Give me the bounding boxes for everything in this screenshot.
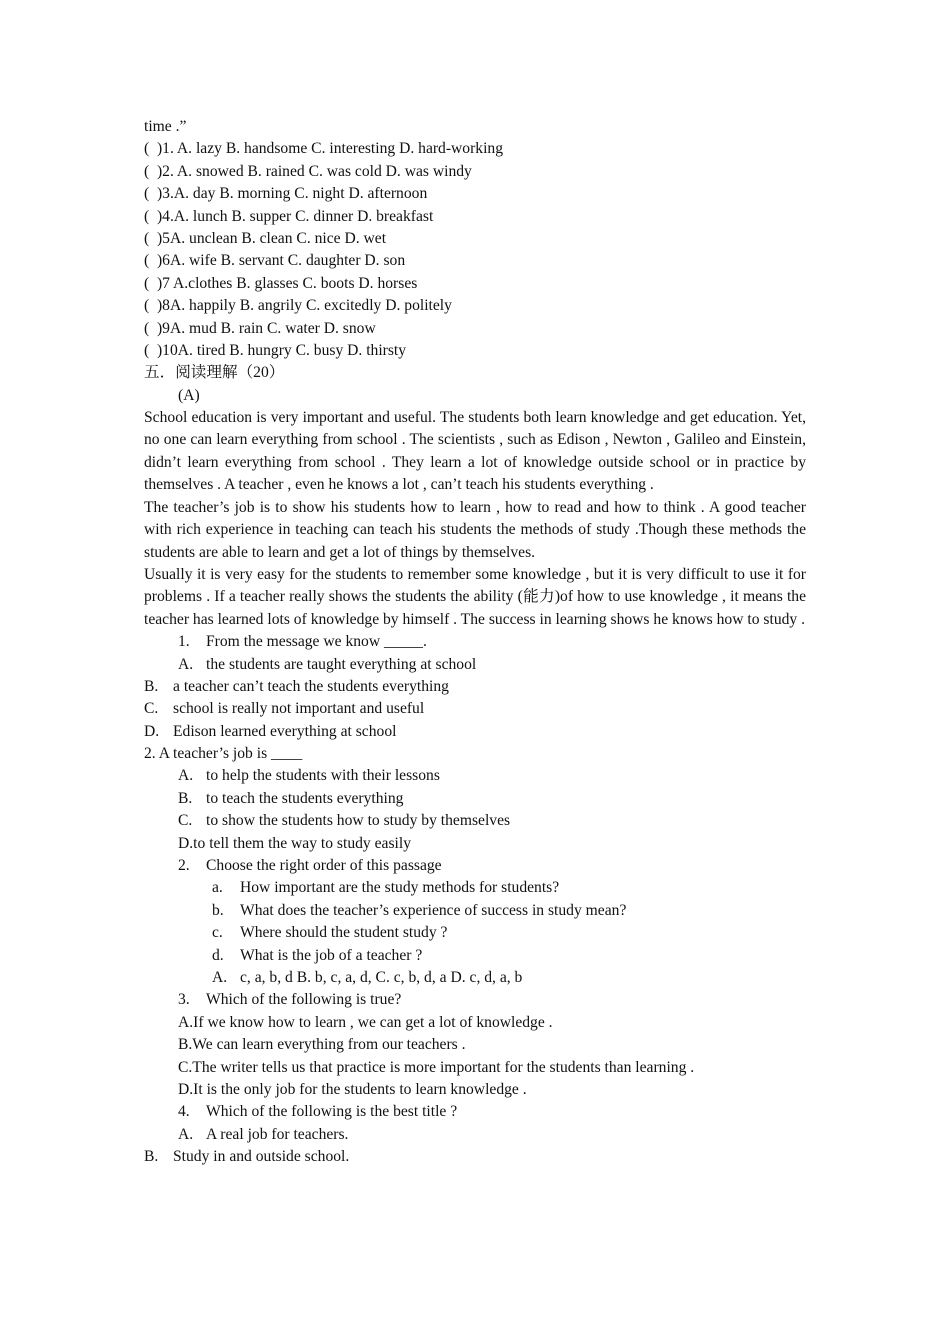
q3-item: c. Where should the student study ? [212,924,448,942]
passage-paragraph: Usually it is very easy for the students to remember some knowledge , but it is very difficult to use it for problems . If a teacher really shows the students the ability (能力)of how to use knowledge , it means the teacher has learned lots of knowledge by himself . The success in learning shows he knows how to study . [144,565,806,628]
q5-option-a: A. A real job for teachers. [178,1125,349,1143]
cloze-option: ( )1. A. lazy B. handsome C. interesting D. hard-working [144,140,504,158]
cloze-option: ( )6A. wife B. servant C. daughter D. son [144,252,406,270]
cloze-option: ( )7 A.clothes B. glasses C. boots D. horses [144,274,418,292]
cloze-tail: time .” [144,118,187,135]
q3-answer-options: A. c, a, b, d B. b, c, a, d, C. c, b, d, a D. c, d, a, b [212,969,523,986]
section-heading: 五．阅读理解（20） [144,364,285,382]
q1-option-a: A. the students are taught everything at school [178,655,477,673]
q4-option: A.If we know how to learn , we can get a lot of knowledge . [178,1013,553,1031]
q4-option: D.It is the only job for the students to learn knowledge . [178,1080,527,1098]
cloze-option: ( )4.A. lunch B. supper C. dinner D. breakfast [144,207,434,225]
document-page [144,116,806,1169]
question-2: 2. A teacher’s job is ____ [144,745,303,763]
cloze-options [144,138,806,362]
cloze-option: ( )3.A. day B. morning C. night D. afternoon [144,185,428,203]
cloze-option: ( )9A. mud B. rain C. water D. snow [144,319,376,337]
q2-option-c: C. to show the students how to study by themselves [178,812,511,830]
q1-option-c: C. school is really not important and useful [144,700,425,718]
cloze-option: ( )5A. unclean B. clean C. nice D. wet [144,229,387,247]
q2-option-b: B. to teach the students everything [178,789,404,807]
q1-option-d: D. Edison learned everything at school [144,722,397,740]
q3-item: a. How important are the study methods for students? [212,879,560,897]
q5-option-b: B. Study in and outside school. [144,1148,350,1166]
passage-paragraph: The teacher’s job is to show his students how to learn , how to read and how to think . A good teacher with rich experience in teaching can teach his students the methods of study .Though these methods the students are able to learn and get a lot of things by themselves. [144,498,806,561]
cloze-option: ( )8A. happily B. angrily C. excitedly D. politely [144,297,452,315]
question-4: 3. Which of the following is true? [178,991,402,1009]
q2-option-a: A. to help the students with their lessons [178,767,440,785]
question-5: 4. Which of the following is the best title ? [178,1103,458,1121]
question-3: 2. Choose the right order of this passage [178,857,442,875]
q4-option: C.The writer tells us that practice is more important for the students than learning . [178,1058,695,1076]
cloze-option: ( )10A. tired B. hungry C. busy D. thirsty [144,341,407,359]
q2-option-d: D.to tell them the way to study easily [178,834,412,852]
passage-paragraph: School education is very important and useful. The students both learn knowledge and get education. Yet, no one can learn everything from school . The scientists , such as Edison , Newton , Galileo and Einstein, didn’t learn everything from school . They learn a lot of knowledge outside school or in practice by themselves . A teacher , even he knows a lot , can’t teach his students everything . [144,409,806,494]
question-1: 1. From the message we know _____. [178,633,427,651]
part-label: (A) [178,386,200,404]
q4-option: B.We can learn everything from our teachers . [178,1036,466,1054]
q3-item: b. What does the teacher’s experience of success in study mean? [212,901,627,919]
q1-option-b: B. a teacher can’t teach the students everything [144,677,449,695]
q3-item: d. What is the job of a teacher ? [212,946,423,964]
cloze-option: ( )2. A. snowed B. rained C. was cold D. was windy [144,162,472,180]
